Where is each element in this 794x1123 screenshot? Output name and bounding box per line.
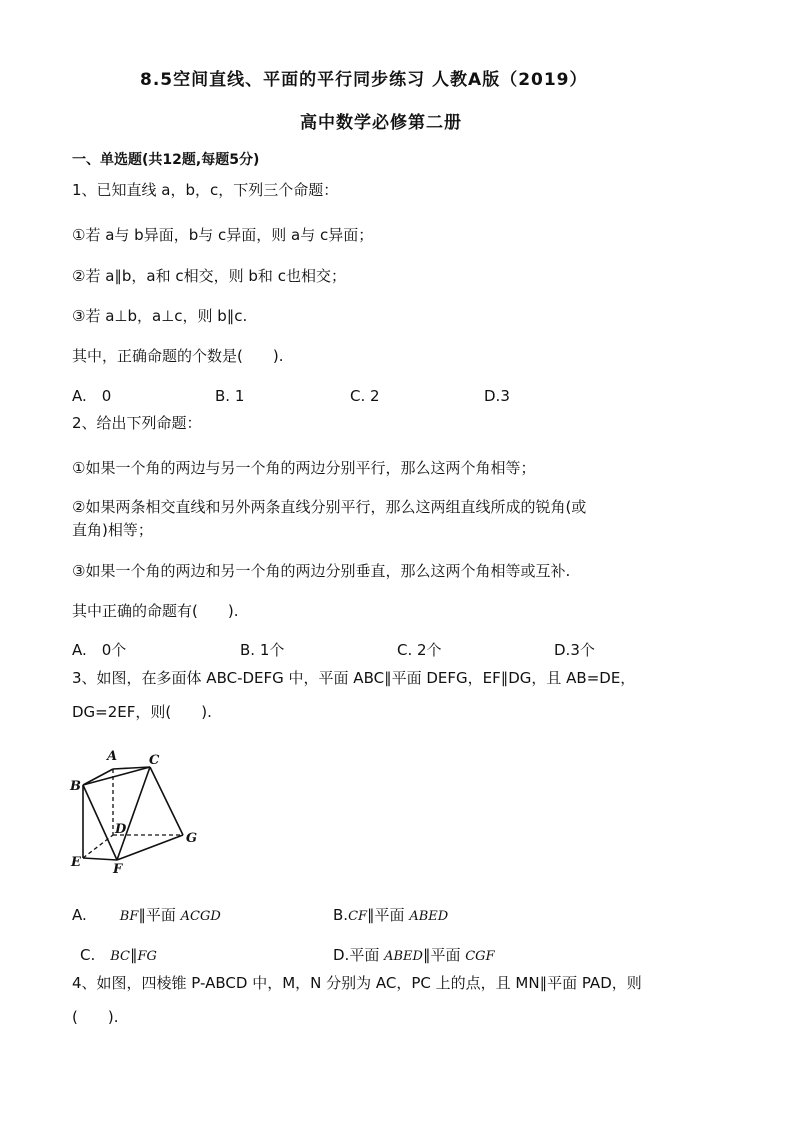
- q2-stem: 2、给出下列命题：: [72, 414, 202, 432]
- vertex-b-label: B: [70, 779, 81, 794]
- q4-stem-line-1: 4、如图，四棱锥 P-ABCD 中，M，N 分别为 AC，PC 上的点，且 MN∥平面 PAD，则: [72, 974, 642, 992]
- q1-question: 其中，正确命题的个数是( ).: [72, 347, 284, 365]
- vertex-g-label: G: [186, 831, 198, 846]
- q3-option-c-line-2: FG: [137, 949, 157, 964]
- q3-option-c-line-1: BC: [110, 949, 130, 964]
- q3-option-a-plane: ACGD: [180, 909, 221, 924]
- document-title: 8.5空间直线、平面的平行同步练习 人教A版（2019）: [140, 70, 588, 90]
- q1-option-a[interactable]: A. 0: [72, 387, 112, 405]
- q2-statement-2a: ②如果两条相交直线和另外两条直线分别平行，那么这两组直线所成的锐角(或: [72, 498, 587, 516]
- q3-option-c[interactable]: [80, 945, 157, 967]
- polyhedron-figure: [65, 745, 205, 880]
- q3-option-b-prefix: B.: [333, 906, 349, 924]
- q2-question: 其中正确的命题有( ).: [72, 602, 239, 620]
- q3-option-b[interactable]: [333, 905, 448, 927]
- q2-option-b[interactable]: B. 1个: [240, 641, 285, 659]
- q3-option-d-plane-2: CGF: [465, 949, 495, 964]
- vertex-d-label: D: [115, 822, 127, 837]
- q2-statement-1: ①如果一个角的两边与另一个角的两边分别平行，那么这两个角相等；: [72, 459, 536, 477]
- q1-option-c[interactable]: C. 2: [350, 387, 380, 405]
- vertex-f-label: F: [113, 862, 123, 877]
- q3-option-a-text: ∥平面: [138, 906, 181, 924]
- q1-statement-3: ③若 a⊥b，a⊥c，则 b∥c.: [72, 307, 248, 325]
- q3-option-a-line: BF: [119, 909, 139, 924]
- vertex-a-label: A: [107, 749, 118, 764]
- q3-stem-line-1: 3、如图，在多面体 ABC-DEFG 中，平面 ABC∥平面 DEFG，EF∥DG，且 AB=DE，: [72, 669, 636, 687]
- q2-option-d[interactable]: D.3个: [554, 641, 595, 659]
- q1-statement-2: ②若 a∥b，a和 c相交，则 b和 c也相交；: [72, 267, 346, 285]
- q3-stem-line-2: DG=2EF，则( ).: [72, 703, 212, 721]
- q3-option-b-line: CF: [348, 909, 368, 924]
- q3-option-b-plane: ABED: [409, 909, 449, 924]
- q2-statement-2b: 直角)相等；: [72, 521, 153, 539]
- q4-stem-line-2: ( ).: [72, 1008, 119, 1026]
- section-heading: 一、单选题(共12题,每题5分): [72, 152, 260, 168]
- q3-option-d-text: ∥平面: [422, 946, 466, 964]
- q3-option-b-text: ∥平面: [367, 906, 410, 924]
- q3-option-c-prefix: C.: [80, 946, 111, 964]
- q2-statement-3: ③如果一个角的两边和另一个角的两边分别垂直，那么这两个角相等或互补.: [72, 562, 571, 580]
- vertex-c-label: C: [149, 753, 160, 768]
- document-subtitle: 高中数学必修第二册: [300, 113, 462, 133]
- vertex-e-label: E: [71, 855, 81, 870]
- q2-option-c[interactable]: C. 2个: [397, 641, 442, 659]
- q3-option-d[interactable]: [333, 945, 495, 967]
- q3-option-a[interactable]: [72, 905, 221, 927]
- q3-option-c-text: ∥: [130, 946, 138, 964]
- q3-option-d-plane-1: ABED: [384, 949, 423, 964]
- q1-option-d[interactable]: D.3: [484, 387, 510, 405]
- q3-option-d-prefix: D.平面: [333, 946, 385, 964]
- q1-statement-1: ①若 a与 b异面，b与 c异面，则 a与 c异面；: [72, 226, 374, 244]
- q1-stem: 1、已知直线 a，b，c，下列三个命题：: [72, 181, 339, 199]
- q3-option-a-prefix: A.: [72, 906, 102, 924]
- q2-option-a[interactable]: A. 0个: [72, 641, 127, 659]
- q1-option-b[interactable]: B. 1: [215, 387, 245, 405]
